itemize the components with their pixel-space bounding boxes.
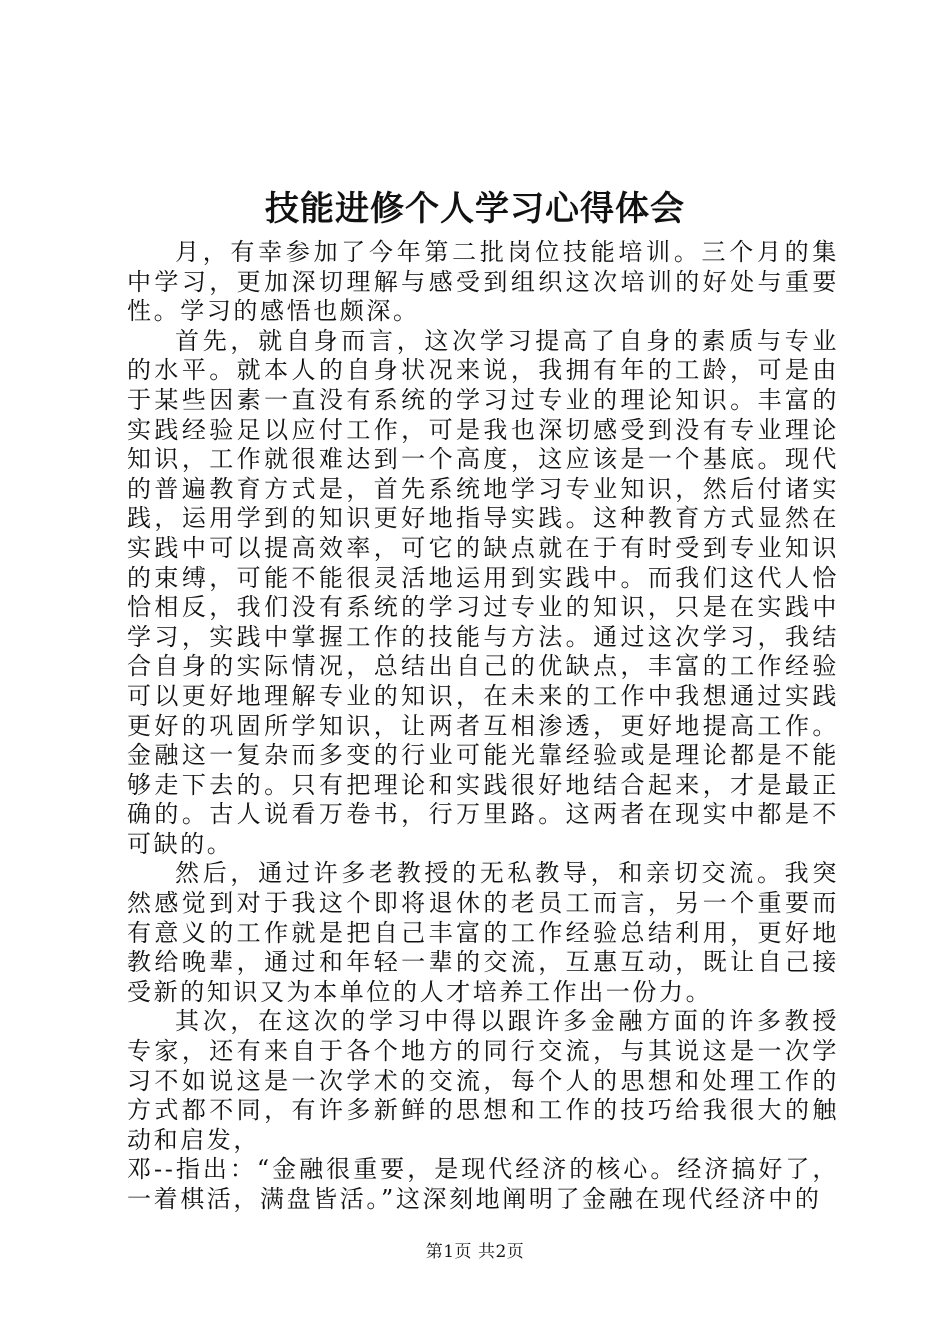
document-title: 技能进修个人学习心得体会 [265, 189, 685, 229]
document-body [127, 238, 839, 1215]
paragraph: 邓--指出：“金融很重要，是现代经济的核心。经济搞好了，一着棋活，满盘皆活。”这深刻地阐明了金融在现代经济中的 [127, 1155, 839, 1213]
paragraph: 月，有幸参加了今年第二批岗位技能培训。三个月的集中学习，更加深切理解与感受到组织这次培训的好处与重要性。学习的感悟也颇深。 [127, 238, 839, 326]
paragraph: 其次，在这次的学习中得以跟许多金融方面的许多教授专家，还有来自于各个地方的同行交流，与其说这是一次学习不如说这是一次学术的交流，每个人的思想和处理工作的方式都不同，有许多新鲜的思想和工作的技巧给我很大的触动和启发， [127, 1007, 839, 1154]
paragraph: 然后，通过许多老教授的无私教导，和亲切交流。我突然感觉到对于我这个即将退休的老员工而言，另一个重要而有意义的工作就是把自己丰富的工作经验总结利用，更好地教给晚辈，通过和年轻一辈的交流，互惠互动，既让自己接受新的知识又为本单位的人才培养工作出一份力。 [127, 859, 839, 1006]
paragraph: 首先，就自身而言，这次学习提高了自身的素质与专业的水平。就本人的自身状况来说，我拥有年的工龄，可是由于某些因素一直没有系统的学习过专业的理论知识。丰富的实践经验足以应付工作，可是我也深切感受到没有专业理论知识，工作就很难达到一个高度，这应该是一个基底。现代的普遍教育方式是，首先系统地学习专业知识，然后付诸实践，运用学到的知识更好地指导实践。这种教育方式显然在实践中可以提高效率，可它的缺点就在于有时受到专业知识的束缚，可能不能很灵活地运用到实践中。而我们这代人恰恰相反，我们没有系统的学习过专业的知识，只是在实践中学习，实践中掌握工作的技能与方法。通过这次学习，我结合自身的实际情况，总结出自己的优缺点，丰富的工作经验可以更好地理解专业的知识，在未来的工作中我想通过实践更好的巩固所学知识，让两者互相渗透，更好地提高工作。金融这一复杂而多变的行业可能光靠经验或是理论都是不能够走下去的。只有把理论和实践很好地结合起来，才是最正确的。古人说看万卷书，行万里路。这两者在现实中都是不可缺的。 [127, 326, 839, 858]
page-footer: 第1页 共2页 [425, 1242, 525, 1262]
